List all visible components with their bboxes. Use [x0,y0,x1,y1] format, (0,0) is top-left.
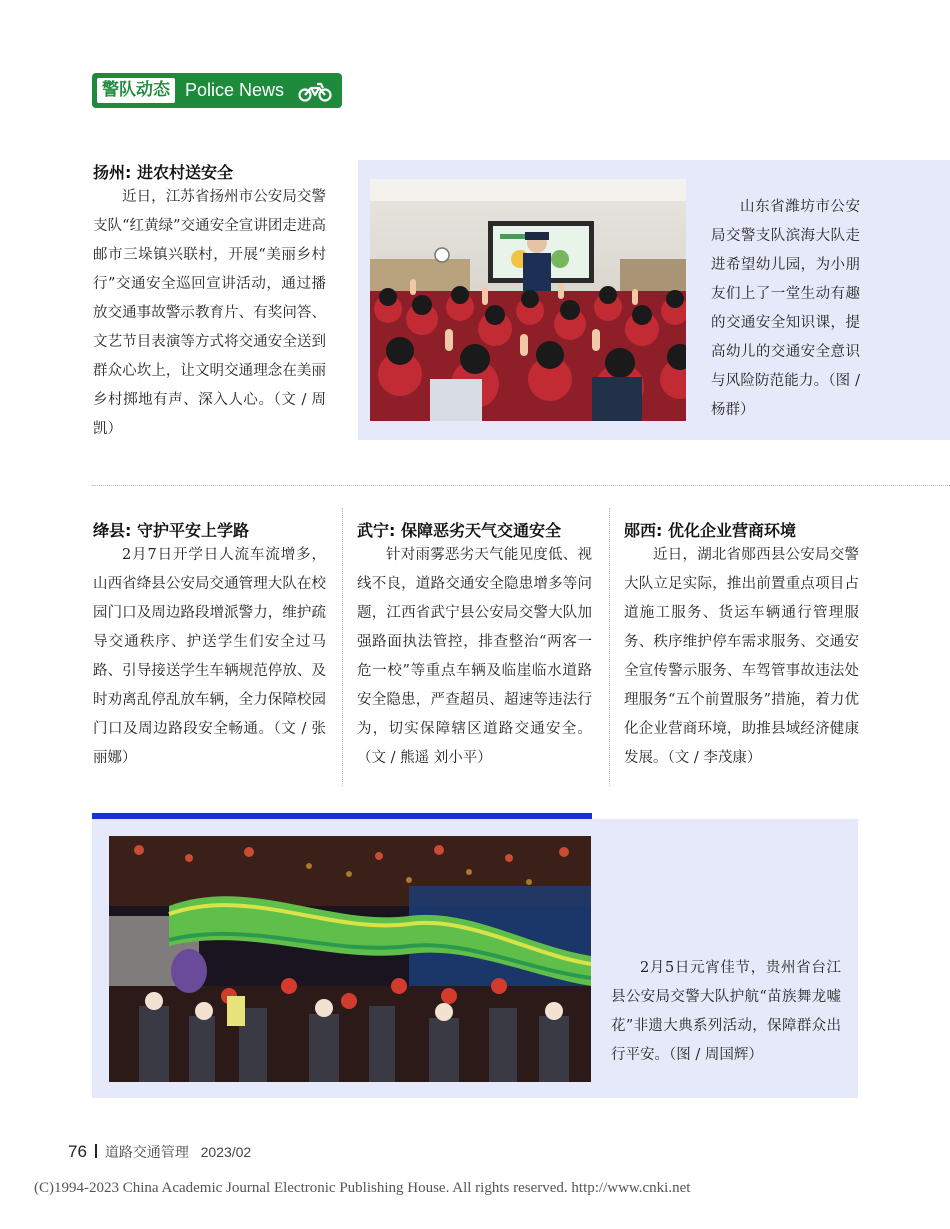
article-body-wuning [357,541,592,773]
article-text-yunxi: 近日，湖北省郧西县公安局交警大队立足实际，推出前置重点项目占道施工服务、货运车辆通行管理服务、秩序维护停车需求服务、交通安全宣传警示服务、车驾管事故违法处理服务“五个前置服务”措施，着力优化企业营商环境，助推县域经济健康发展。（文 / 李茂康） [624,547,859,766]
article-body-yangzhou [93,183,326,444]
column-divider-1 [342,508,343,786]
caption-weifang [711,193,860,425]
journal-issue: 2023/02 [200,1144,252,1160]
article-title-jiangxian: 绛县: 守护平安上学路 [93,521,249,540]
page-footer [68,1142,251,1162]
article-title-yangzhou: 扬州: 进农村送安全 [93,163,233,182]
dragon-dance-photo-image [109,836,591,1082]
journal-name: 道路交通管理 [104,1144,189,1160]
footer-divider [95,1144,97,1158]
article-text-jiangxian: 2月7日开学日人流车流增多，山西省绛县公安局交通管理大队在校园门口及周边路段增派警力，维护疏导交通秩序、护送学生们安全过马路、引导接送学生车辆规范停放、及时劝离乱停乱放车辆，全力保障校园门口及周边路段安全畅通。（文 / 张丽娜） [93,547,326,766]
kindergarten-photo-image [370,179,686,421]
caption-taijiang [611,954,841,1070]
article-title-yunxi: 郧西: 优化企业营商环境 [624,521,796,540]
article-text-yangzhou: 近日，江苏省扬州市公安局交警支队“红黄绿”交通安全宣讲团走进高邮市三垛镇兴联村，开展“美丽乡村行”交通安全巡回宣讲活动，通过播放交通事故警示教育片、有奖问答、文艺节目表演等方式将交通安全送到群众心坎上，让文明交通理念在美丽乡村掷地有声、深入人心。（文 / 周凯） [93,189,326,437]
dragon-dance-photo [109,836,591,1082]
kindergarten-photo [370,179,686,421]
copyright-notice: (C)1994-2023 China Academic Journal Electronic Publishing House. All rights reserved. http://www.cnki.net [34,1180,691,1196]
article-title-wuning: 武宁: 保障恶劣天气交通安全 [357,521,561,540]
section-badge [92,73,342,108]
section-label-en: Police News [185,80,285,100]
motorcycle-icon [298,79,332,103]
article-body-jiangxian [93,541,326,773]
article-text-wuning: 针对雨雾恶劣天气能见度低、视线不良，道路交通安全隐患增多等问题，江西省武宁县公安局交警大队加强路面执法管控，排查整治“两客一危一校”等重点车辆及临崖临水道路安全隐患，严查超员、超速等违法行为，切实保障辖区道路交通安全。（文 / 熊遥 刘小平） [357,547,592,766]
article-body-yunxi [624,541,859,773]
column-divider-2 [609,508,610,786]
caption-text-taijiang: 2月5日元宵佳节，贵州省台江县公安局交警大队护航“苗族舞龙嘘花”非遗大典系列活动，保障群众出行平安。（图 / 周国辉） [611,960,841,1063]
caption-text-weifang: 山东省潍坊市公安局交警支队滨海大队走进希望幼儿园，为小朋友们上了一堂生动有趣的交通安全知识课，提高幼儿的交通安全意识与风险防范能力。（图 / 杨群） [711,199,860,418]
page-number: 76 [68,1142,87,1161]
row-separator [92,485,950,486]
section-label-cn: 警队动态 [95,76,177,105]
